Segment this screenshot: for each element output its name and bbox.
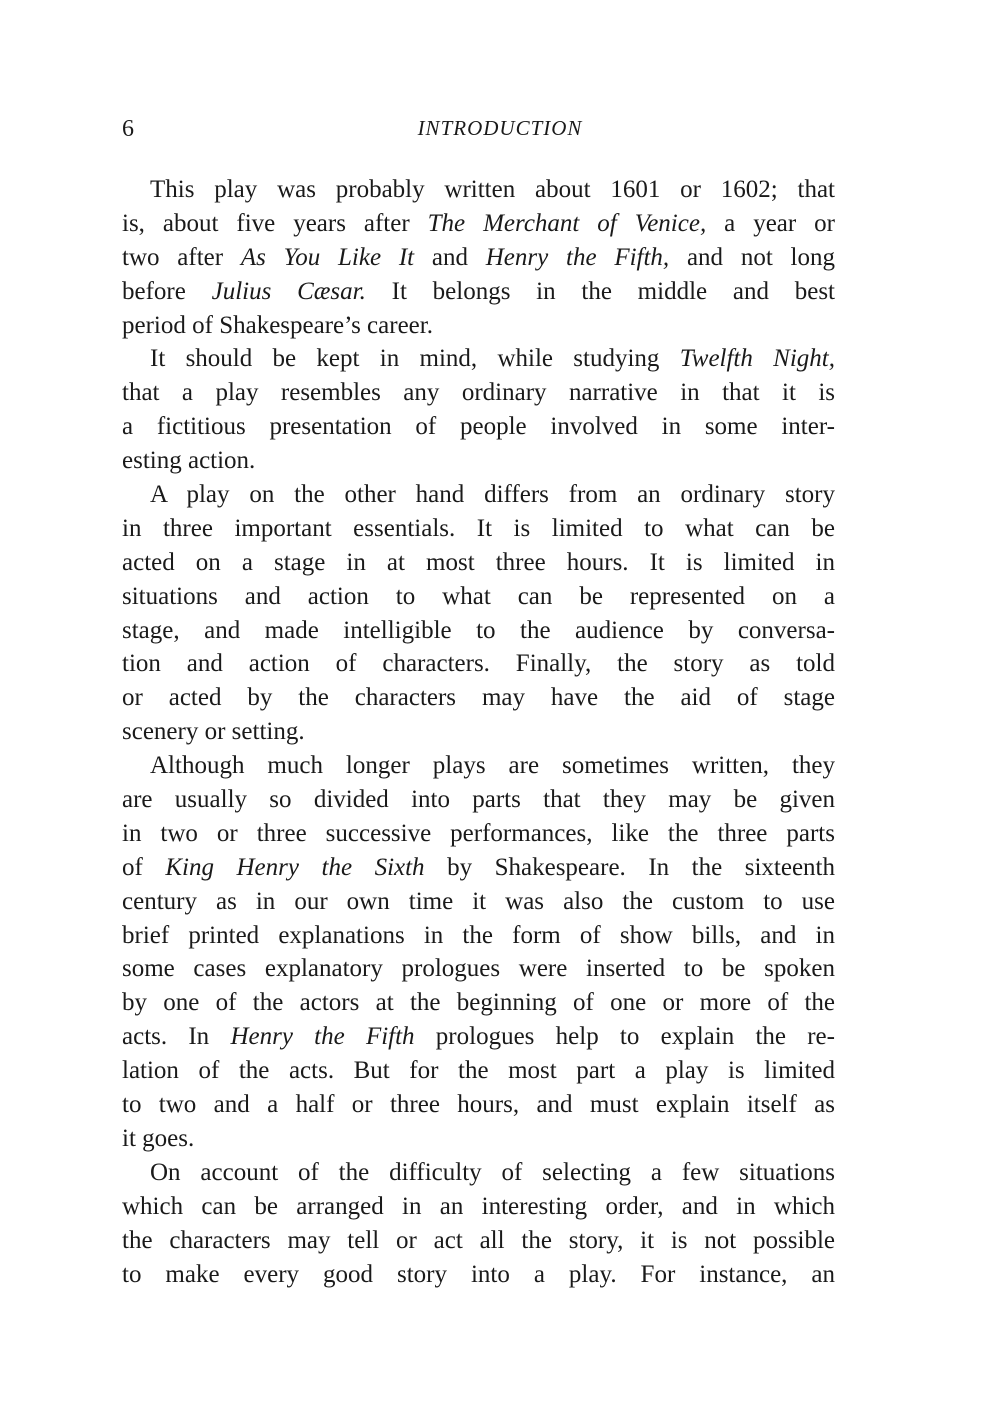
text-segment: which can be arranged in an interesting order, and in which xyxy=(122,1192,835,1220)
text-line xyxy=(122,1054,835,1088)
text-segment: before xyxy=(122,277,212,305)
italic-title: Julius Cæsar. xyxy=(211,277,366,305)
text-segment: that a play resembles any ordinary narrative in that it is xyxy=(122,379,835,407)
text-line xyxy=(122,681,835,715)
running-head: INTRODUCTION xyxy=(417,116,583,140)
text-segment: in three important essentials. It is limited to what can be xyxy=(122,514,835,542)
text-segment: a fictitious presentation of people involved in some inter- xyxy=(122,413,835,441)
text-line xyxy=(122,376,835,410)
text-line xyxy=(122,512,835,546)
text-line xyxy=(122,919,835,953)
text-segment: it goes. xyxy=(122,1124,195,1152)
text-segment: stage, and made intelligible to the audience by conversa- xyxy=(122,616,835,644)
text-line xyxy=(122,1156,835,1190)
text-segment: scenery or setting. xyxy=(122,718,305,746)
text-line xyxy=(122,817,835,851)
text-segment: tion and action of characters. Finally, the story as told xyxy=(122,650,835,678)
text-segment: of xyxy=(122,853,166,881)
text-segment: by one of the actors at the beginning of one or more of the xyxy=(122,989,835,1017)
text-line xyxy=(122,309,835,343)
text-segment: some cases explanatory prologues were inserted to be spoken xyxy=(122,955,835,983)
text-line xyxy=(122,614,835,648)
text-line xyxy=(122,580,835,614)
text-segment: century as in our own time it was also the custom to use xyxy=(122,887,835,915)
text-segment: is, about five years after xyxy=(122,209,428,237)
text-line xyxy=(122,1190,835,1224)
italic-title: King Henry the Sixth xyxy=(165,853,425,881)
text-segment: brief printed explanations in the form of show bills, and in xyxy=(122,921,835,949)
text-line xyxy=(122,207,835,241)
text-line xyxy=(122,1258,835,1292)
italic-title: Twelfth Night, xyxy=(679,345,835,373)
text-segment: two after xyxy=(122,243,241,271)
italic-title: The Merchant of Venice, xyxy=(427,209,707,237)
text-line xyxy=(122,1224,835,1258)
italic-title: Henry the Fifth, xyxy=(485,243,670,271)
text-segment: the characters may tell or act all the story, it is not possible xyxy=(122,1226,835,1254)
text-segment: period of Shakespeare’s career. xyxy=(122,311,433,339)
text-segment: acts. In xyxy=(122,1023,231,1051)
text-segment: acted on a stage in at most three hours. It is limited in xyxy=(122,548,835,576)
text-line xyxy=(122,173,835,207)
text-segment: esting action. xyxy=(122,447,256,475)
text-line xyxy=(122,647,835,681)
text-segment: are usually so divided into parts that they may be given xyxy=(122,786,835,814)
text-segment: and not long xyxy=(669,243,835,271)
text-segment: to two and a half or three hours, and must explain itself as xyxy=(122,1091,835,1119)
text-line xyxy=(122,1020,835,1054)
text-line xyxy=(122,478,835,512)
text-line xyxy=(122,241,835,275)
text-line xyxy=(122,851,835,885)
text-segment: to make every good story into a play. For instance, an xyxy=(122,1260,835,1288)
text-segment: a year or xyxy=(706,209,835,237)
italic-title: As You Like It xyxy=(240,243,415,271)
text-line xyxy=(122,1122,835,1156)
text-line xyxy=(122,885,835,919)
text-segment: Although much longer plays are sometimes written, they xyxy=(150,752,835,780)
text-line xyxy=(122,749,835,783)
text-segment: lation of the acts. But for the most part a play is limited xyxy=(122,1057,835,1085)
text-segment: situations and action to what can be represented on a xyxy=(122,582,835,610)
text-segment: and xyxy=(414,243,486,271)
text-line xyxy=(122,986,835,1020)
text-segment: prologues help to explain the re- xyxy=(414,1023,835,1051)
text-segment: by Shakespeare. In the sixteenth xyxy=(424,853,835,881)
text-segment: or acted by the characters may have the aid of stage xyxy=(122,684,835,712)
body-text xyxy=(122,173,835,1291)
text-segment: This play was probably written about 1601 or 1602; that xyxy=(150,176,835,203)
text-segment: A play on the other hand differs from an ordinary story xyxy=(150,481,835,509)
text-line xyxy=(122,1088,835,1122)
text-line xyxy=(122,342,835,376)
text-line xyxy=(122,783,835,817)
page-number: 6 xyxy=(122,116,134,142)
text-segment: On account of the difficulty of selecting a few situations xyxy=(150,1158,835,1186)
text-line xyxy=(122,444,835,478)
text-segment: It belongs in the middle and best xyxy=(365,277,835,305)
text-line xyxy=(122,275,835,309)
text-segment: It should be kept in mind, while studying xyxy=(150,345,680,373)
text-line xyxy=(122,410,835,444)
text-segment: in two or three successive performances, like the three parts xyxy=(122,819,835,847)
italic-title: Henry the Fifth xyxy=(230,1023,415,1051)
text-line xyxy=(122,546,835,580)
text-line xyxy=(122,952,835,986)
text-line xyxy=(122,715,835,749)
